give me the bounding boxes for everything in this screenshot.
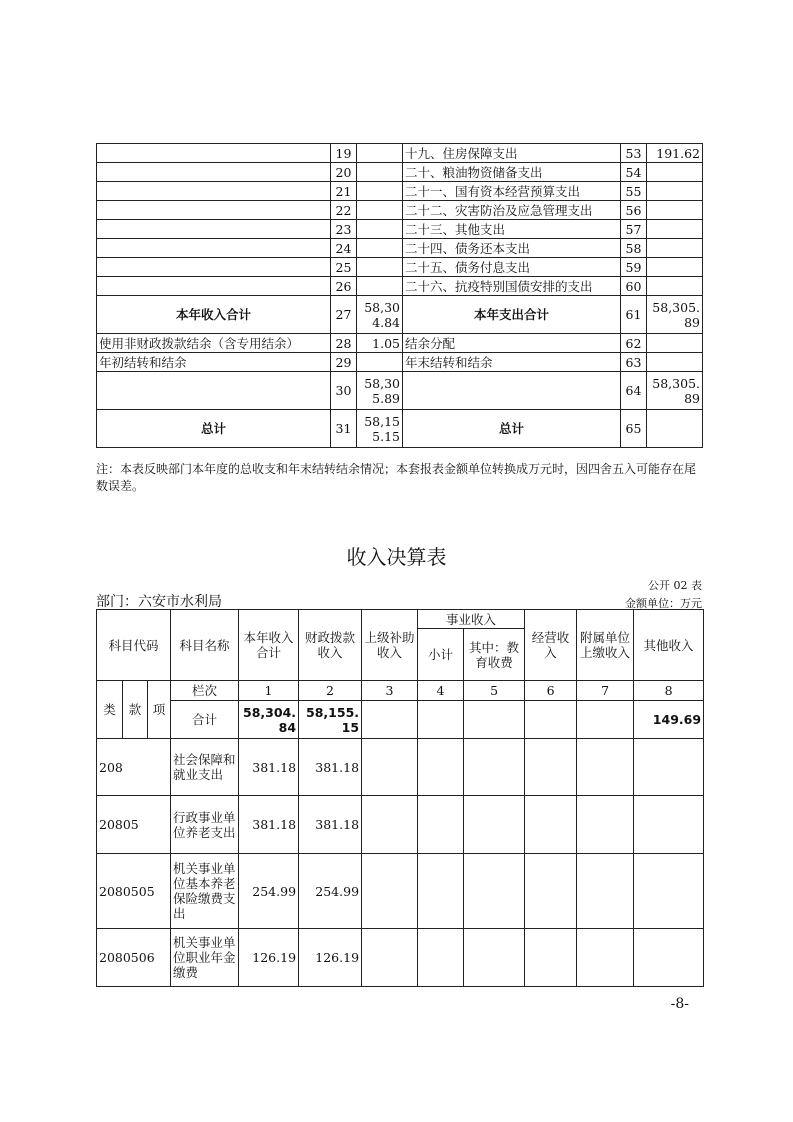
header-business: 事业收入 (418, 610, 525, 629)
cell-fiscal: 254.99 (299, 854, 362, 929)
header-kuan: 款 (123, 681, 148, 739)
cell-val2 (647, 353, 703, 372)
balance-table (96, 143, 703, 448)
cell-val2 (647, 410, 703, 448)
cell-num: 20 (331, 163, 357, 182)
cell-val: 58,305.89 (357, 372, 403, 410)
cell-val: 1.05 (357, 334, 403, 353)
cell-left: 年初结转和结余 (97, 353, 331, 372)
cell-right: 本年支出合计 (403, 296, 621, 334)
cell-left (97, 201, 331, 220)
header-affiliated: 附属单位上缴收入 (577, 610, 634, 681)
cell-val (357, 258, 403, 277)
header-name: 科目名称 (171, 610, 239, 681)
cell-left (97, 239, 331, 258)
table-row (97, 201, 703, 220)
cell-num: 23 (331, 220, 357, 239)
cell-val2 (647, 258, 703, 277)
cell-fiscal: 381.18 (299, 796, 362, 854)
cell-total: 126.19 (239, 929, 299, 987)
cell-right: 结余分配 (403, 334, 621, 353)
col-num: 2 (299, 681, 362, 701)
cell-val2: 58,305.89 (647, 296, 703, 334)
cell-num: 26 (331, 277, 357, 296)
table-row (97, 410, 703, 448)
cell-left (97, 144, 331, 163)
table-row (97, 144, 703, 163)
cell-num: 28 (331, 334, 357, 353)
cell-num2: 60 (621, 277, 647, 296)
cell-left (97, 182, 331, 201)
header-xiang: 项 (148, 681, 171, 739)
cell-code: 2080506 (97, 929, 171, 987)
cell-num: 27 (331, 296, 357, 334)
cell-num2: 55 (621, 182, 647, 201)
cell-num2: 61 (621, 296, 647, 334)
col-num: 8 (634, 681, 704, 701)
cell-fiscal: 126.19 (299, 929, 362, 987)
cell-num: 30 (331, 372, 357, 410)
table-row (97, 220, 703, 239)
table-row (97, 334, 703, 353)
cell-num2: 64 (621, 372, 647, 410)
header-lei: 类 (97, 681, 123, 739)
cell-val (357, 220, 403, 239)
col-label: 栏次 (171, 681, 239, 701)
cell-val: 58,304.84 (357, 296, 403, 334)
table-row (97, 854, 704, 929)
header-edu: 其中：教育收费 (464, 629, 525, 681)
cell-val (357, 277, 403, 296)
table-note: 注：本表反映部门本年度的总收支和年末结转结余情况；本套报表金额单位转换成万元时，因四舍五入可能存在尾数误差。 (96, 462, 697, 493)
cell-val: 58,155.15 (357, 410, 403, 448)
cell-right: 年末结转和结余 (403, 353, 621, 372)
total-fiscal: 58,155.15 (299, 701, 362, 739)
cell-num: 22 (331, 201, 357, 220)
header-other: 其他收入 (634, 610, 704, 681)
cell-val (357, 144, 403, 163)
income-table (96, 609, 704, 987)
total-label: 合计 (171, 701, 239, 739)
cell-right: 二十四、债务还本支出 (403, 239, 621, 258)
cell-val2 (647, 201, 703, 220)
table-row (97, 182, 703, 201)
cell-val2 (647, 182, 703, 201)
cell-code: 2080505 (97, 854, 171, 929)
table-row (97, 296, 703, 334)
unit-label: 金额单位：万元 (625, 597, 702, 610)
cell-val (357, 182, 403, 201)
cell-num2: 65 (621, 410, 647, 448)
cell-left (97, 163, 331, 182)
col-num: 3 (362, 681, 418, 701)
header-subtotal: 小计 (418, 629, 464, 681)
cell-left: 本年收入合计 (97, 296, 331, 334)
cell-num2: 63 (621, 353, 647, 372)
cell-num: 21 (331, 182, 357, 201)
table-row (97, 739, 704, 796)
cell-left (97, 372, 331, 410)
table-row (97, 163, 703, 182)
table-row (97, 372, 703, 410)
cell-num2: 59 (621, 258, 647, 277)
cell-val (357, 201, 403, 220)
col-num: 6 (525, 681, 577, 701)
cell-fiscal: 381.18 (299, 739, 362, 796)
table-row (97, 258, 703, 277)
cell-val (357, 163, 403, 182)
cell-val2 (647, 334, 703, 353)
cell-val2 (647, 163, 703, 182)
cell-num2: 57 (621, 220, 647, 239)
cell-left (97, 220, 331, 239)
cell-name: 机关事业单位职业年金缴费 (171, 929, 239, 987)
cell-num2: 56 (621, 201, 647, 220)
header-code: 科目代码 (97, 610, 171, 681)
header-operating: 经营收入 (525, 610, 577, 681)
cell-val2: 191.62 (647, 144, 703, 163)
cell-total: 254.99 (239, 854, 299, 929)
cell-right: 二十六、抗疫特别国债安排的支出 (403, 277, 621, 296)
cell-right: 总计 (403, 410, 621, 448)
cell-num: 24 (331, 239, 357, 258)
total-other: 149.69 (634, 701, 704, 739)
cell-name: 机关事业单位基本养老保险缴费支出 (171, 854, 239, 929)
table-row (97, 929, 704, 987)
cell-right: 十九、住房保障支出 (403, 144, 621, 163)
cell-total: 381.18 (239, 796, 299, 854)
cell-total: 381.18 (239, 739, 299, 796)
col-num: 4 (418, 681, 464, 701)
cell-num: 25 (331, 258, 357, 277)
cell-right (403, 372, 621, 410)
col-num: 7 (577, 681, 634, 701)
header-superior: 上级补助收入 (362, 610, 418, 681)
cell-right: 二十、粮油物资储备支出 (403, 163, 621, 182)
cell-num: 31 (331, 410, 357, 448)
department-label: 部门：六安市水利局 (96, 594, 222, 610)
table-row (97, 277, 703, 296)
cell-num2: 54 (621, 163, 647, 182)
cell-val2: 58,305.89 (647, 372, 703, 410)
cell-right: 二十五、债务付息支出 (403, 258, 621, 277)
cell-num2: 58 (621, 239, 647, 258)
form-code: 公开 02 表 (648, 579, 702, 592)
cell-right: 二十二、灾害防治及应急管理支出 (403, 201, 621, 220)
cell-num: 29 (331, 353, 357, 372)
cell-val (357, 353, 403, 372)
cell-right: 二十一、国有资本经营预算支出 (403, 182, 621, 201)
cell-name: 行政事业单位养老支出 (171, 796, 239, 854)
header-total: 本年收入合计 (239, 610, 299, 681)
cell-right: 二十三、其他支出 (403, 220, 621, 239)
table-row (97, 353, 703, 372)
page-number: -8- (670, 996, 689, 1012)
page-title: 收入决算表 (346, 545, 447, 569)
header-fiscal: 财政拨款收入 (299, 610, 362, 681)
cell-val2 (647, 277, 703, 296)
cell-num2: 53 (621, 144, 647, 163)
cell-num: 19 (331, 144, 357, 163)
col-num: 5 (464, 681, 525, 701)
cell-left: 总计 (97, 410, 331, 448)
cell-code: 20805 (97, 796, 171, 854)
cell-val2 (647, 239, 703, 258)
cell-name: 社会保障和就业支出 (171, 739, 239, 796)
table-row (97, 239, 703, 258)
cell-val2 (647, 220, 703, 239)
cell-left (97, 277, 331, 296)
cell-left: 使用非财政拨款结余（含专用结余） (97, 334, 331, 353)
cell-num2: 62 (621, 334, 647, 353)
col-num: 1 (239, 681, 299, 701)
cell-left (97, 258, 331, 277)
total-income: 58,304.84 (239, 701, 299, 739)
cell-code: 208 (97, 739, 171, 796)
table-row (97, 796, 704, 854)
cell-val (357, 239, 403, 258)
